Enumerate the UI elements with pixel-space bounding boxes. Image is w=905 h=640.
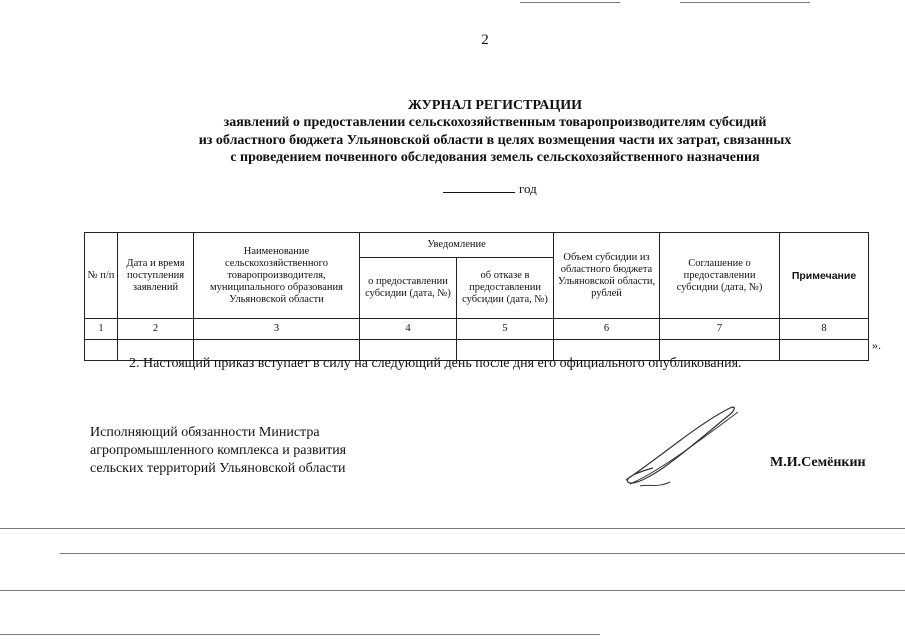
column-number-cell: 2 — [118, 319, 194, 340]
column-number-cell: 3 — [194, 319, 360, 340]
table-cell — [85, 340, 118, 361]
header-notification-granted: о предоставлении субсидии (дата, №) — [360, 258, 457, 319]
signer-position-line-1: Исполняющий обязанности Министра — [90, 425, 320, 440]
scan-artifact-line — [60, 553, 905, 554]
scan-artifact-line — [680, 2, 810, 3]
year-label: год — [519, 181, 537, 196]
column-number-cell: 5 — [457, 319, 554, 340]
header-subsidy-amount: Объем субсидии из областного бюджета Ульяновской области, рублей — [554, 233, 660, 319]
column-number-cell: 8 — [780, 319, 869, 340]
column-number-cell: 6 — [554, 319, 660, 340]
header-producer-name: Наименование сельскохозяйственного товаропроизводителя, муниципального образования Ульяновской области — [194, 233, 360, 319]
header-date: Дата и время поступления заявлений — [118, 233, 194, 319]
column-number-cell: 7 — [660, 319, 780, 340]
scan-artifact-line — [520, 2, 620, 3]
header-number: № п/п — [85, 233, 118, 319]
journal-table — [84, 232, 869, 361]
scan-artifact-line — [0, 634, 600, 635]
title-line-3: из областного бюджета Ульяновской области в целях возмещения части их затрат, связанных — [198, 133, 792, 148]
column-number-cell: 1 — [85, 319, 118, 340]
signer-position-line-3: сельских территорий Ульяновской области — [90, 461, 346, 476]
document-title: ЖУРНАЛ РЕГИСТРАЦИИ — [407, 98, 583, 113]
header-notification-group: Уведомление — [360, 233, 554, 258]
handwritten-signature — [618, 402, 758, 497]
column-number-cell: 4 — [360, 319, 457, 340]
effective-date-paragraph: 2. Настоящий приказ вступает в силу на следующий день после дня его официального опубликования. — [129, 356, 742, 371]
signer-name: М.И.Семёнкин — [770, 455, 866, 470]
scan-artifact-line — [0, 528, 905, 529]
header-note: Примечание — [780, 233, 869, 319]
page-number: 2 — [481, 32, 489, 48]
header-notification-refused: об отказе в предоставлении субсидии (дата, №) — [457, 258, 554, 319]
year-blank-line — [443, 180, 515, 193]
scan-artifact-line — [0, 590, 905, 591]
closing-quote: ». — [872, 338, 881, 352]
header-agreement: Соглашение о предоставлении субсидии (дата, №) — [660, 233, 780, 319]
signer-position-line-2: агропромышленного комплекса и развития — [90, 443, 347, 458]
year-field — [443, 180, 537, 197]
table-cell — [780, 340, 869, 361]
title-line-4: с проведением почвенного обследования земель сельскохозяйственного назначения — [230, 150, 760, 165]
title-line-2: заявлений о предоставлении сельскохозяйственным товаропроизводителям субсидий — [223, 115, 767, 130]
